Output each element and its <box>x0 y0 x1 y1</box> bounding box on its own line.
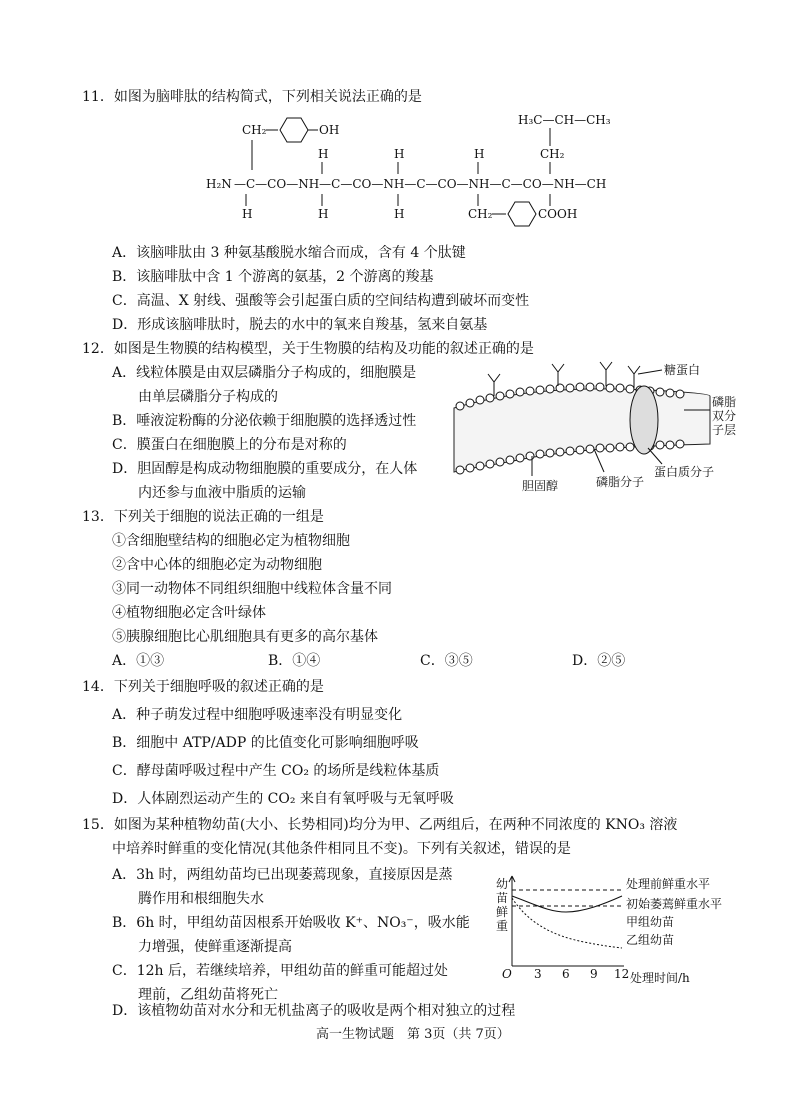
svg-text:—C—CO—NH—C—CO—NH—C—CO—NH—C—CO—: —C—CO—NH—C—CO—NH—C—CO—NH—C—CO—NH—CH <box>234 177 607 191</box>
cooh-label: COOH <box>538 207 578 221</box>
q13-choice-b: B．①④ <box>268 653 321 669</box>
ylabel-char-3: 鲜 <box>496 905 509 919</box>
q13-choice-a: A．①③ <box>112 653 165 669</box>
benzene-ring-icon <box>280 118 308 142</box>
ch2-top-label: CH₂ <box>242 123 267 137</box>
legend-initial: 初始萎蔫鲜重水平 <box>626 897 723 911</box>
enkephalin-structure-diagram <box>200 110 620 230</box>
q13-item-1: ①含细胞壁结构的细胞必定为植物细胞 <box>112 533 350 549</box>
bilayer-label-2: 双分 <box>712 409 737 423</box>
q15-option-c: C．12h 后，若继续培养，甲组幼苗的鲜重可能超过处 <box>112 963 448 979</box>
q13-item-5: ⑤胰腺细胞比心肌细胞具有更多的高尔基体 <box>112 629 378 645</box>
q13-item-4: ④植物细胞必定含叶绿体 <box>112 605 266 621</box>
tick-6: 6 <box>562 967 570 981</box>
q15-option-a: A．3h 时，两组幼苗均已出现萎蔫现象，直接原因是蒸 <box>112 867 453 883</box>
legend-jia: 甲组幼苗 <box>626 915 675 929</box>
q11-option-c: C．高温、X 射线、强酸等会引起蛋白质的空间结构遭到破坏而变性 <box>112 293 530 309</box>
q15-option-a-cont: 腾作用和根细胞失水 <box>138 891 264 907</box>
q12-option-c: C．膜蛋白在细胞膜上的分布是对称的 <box>112 437 347 453</box>
ylabel-char-2: 苗 <box>496 891 509 905</box>
page-footer: 高一生物试题 第 3页（共 7页） <box>316 1027 510 1042</box>
tick-3: 3 <box>534 967 542 981</box>
q15-stem-line-1: 15．如图为某种植物幼苗(大小、长势相同)均分为甲、乙两组后，在两种不同浓度的 KNO₃ 溶液 <box>82 817 678 833</box>
ylabel-char-1: 幼 <box>496 877 509 891</box>
xlabel: 处理时间/h <box>630 971 690 985</box>
q14-option-d: D．人体剧烈运动产生的 CO₂ 来自有氧呼吸与无氧呼吸 <box>112 791 454 807</box>
bilayer-label-1: 磷脂 <box>712 395 737 409</box>
q14-option-c: C．酵母菌呼吸过程中产生 CO₂ 的场所是线粒体基质 <box>112 763 440 779</box>
svg-text:H: H <box>242 207 253 221</box>
protein-label: 蛋白质分子 <box>654 465 715 479</box>
svg-text:H: H <box>318 147 329 161</box>
q12-option-b: B．唾液淀粉酶的分泌依赖于细胞膜的选择透过性 <box>112 413 417 429</box>
q14-option-a: A．种子萌发过程中细胞呼吸速率没有明显变化 <box>112 707 403 723</box>
q12-stem: 12．如图是生物膜的结构模型，关于生物膜的结构及功能的叙述正确的是 <box>82 341 534 357</box>
svg-text:H: H <box>394 207 405 221</box>
q11-option-b: B．该脑啡肽中含 1 个游离的氨基，2 个游离的羧基 <box>112 269 434 285</box>
ylabel-char-4: 重 <box>496 919 509 933</box>
oh-label: OH <box>319 123 340 137</box>
isobutyl-label: H₃C—CH—CH₃ <box>518 113 611 127</box>
q12-option-a-cont: 由单层磷脂分子构成的 <box>138 389 278 405</box>
fresh-weight-graph <box>494 874 724 992</box>
q15-option-b: B．6h 时，甲组幼苗因根系开始吸收 K⁺、NO₃⁻，吸水能 <box>112 915 470 931</box>
membrane-model-diagram <box>448 356 740 496</box>
q12-option-a: A．线粒体膜是由双层磷脂分子构成的，细胞膜是 <box>112 365 417 381</box>
svg-text:H: H <box>394 147 405 161</box>
ch2-right-label: CH₂ <box>540 147 565 161</box>
q12-option-d: D．胆固醇是构成动物细胞膜的重要成分，在人体 <box>112 461 418 477</box>
q13-item-2: ②含中心体的细胞必定为动物细胞 <box>112 557 322 573</box>
bilayer-label-3: 子层 <box>712 423 737 437</box>
benzene-ring-icon <box>508 202 536 226</box>
svg-text:H: H <box>318 207 329 221</box>
cholesterol-label: 胆固醇 <box>522 479 559 493</box>
q11-stem: 11．如图为脑啡肽的结构简式，下列相关说法正确的是 <box>82 89 422 105</box>
q14-option-b: B．细胞中 ATP/ADP 的比值变化可影响细胞呼吸 <box>112 735 419 751</box>
q12-option-d-cont: 内还参与血液中脂质的运输 <box>138 485 306 501</box>
q13-stem: 13．下列关于细胞的说法正确的一组是 <box>82 509 324 525</box>
svg-text:H: H <box>474 147 485 161</box>
q13-choice-c: C．③⑤ <box>420 653 473 669</box>
glycoprotein-label: 糖蛋白 <box>664 363 701 377</box>
h2n-label: H₂N <box>206 177 232 191</box>
ch2-bottom-label: CH₂ <box>468 207 493 221</box>
jia-curve <box>512 896 622 912</box>
phospholipid-label: 磷脂分子 <box>596 475 645 489</box>
tick-9: 9 <box>590 967 598 981</box>
membrane-protein-shape <box>630 386 658 454</box>
legend-before: 处理前鲜重水平 <box>626 877 711 891</box>
legend-yi: 乙组幼苗 <box>626 933 675 947</box>
tick-12: 12 <box>614 967 630 981</box>
origin-label: O <box>502 967 512 981</box>
q11-option-a: A．该脑啡肽由 3 种氨基酸脱水缩合而成，含有 4 个肽键 <box>112 245 466 261</box>
q15-option-d: D．该植物幼苗对水分和无机盐离子的吸收是两个相对独立的过程 <box>112 1003 516 1019</box>
q15-stem-line-2: 中培养时鲜重的变化情况(其他条件相同且不变)。下列有关叙述，错误的是 <box>112 841 571 857</box>
q13-choice-d: D．②⑤ <box>572 653 626 669</box>
q15-option-c-cont: 理前，乙组幼苗将死亡 <box>138 987 278 1003</box>
q13-item-3: ③同一动物体不同组织细胞中线粒体含量不同 <box>112 581 392 597</box>
q14-stem: 14．下列关于细胞呼吸的叙述正确的是 <box>82 679 324 695</box>
q11-option-d: D．形成该脑啡肽时，脱去的水中的氧来自羧基，氢来自氨基 <box>112 317 488 333</box>
q15-option-b-cont: 力增强，使鲜重逐渐提高 <box>138 939 292 955</box>
